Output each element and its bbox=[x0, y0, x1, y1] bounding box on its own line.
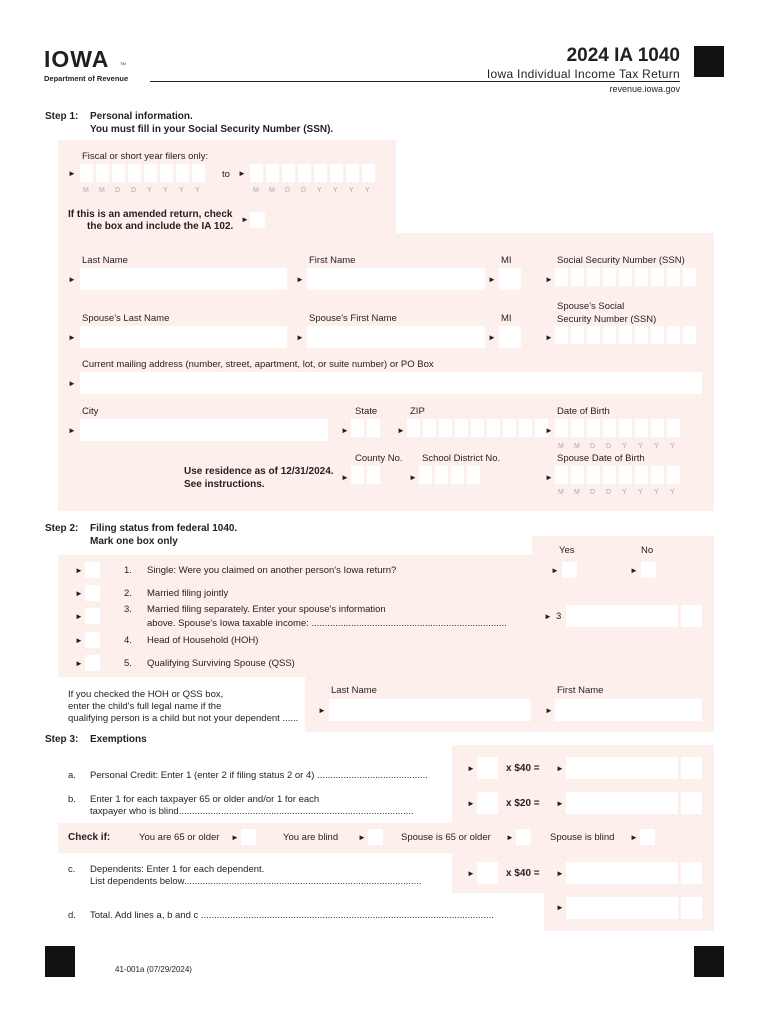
line-c-text-line1: Dependents: Enter 1 for each dependent. bbox=[90, 864, 265, 875]
ssn-label: Social Security Number (SSN) bbox=[557, 255, 685, 266]
filing-status-checkbox[interactable] bbox=[85, 585, 100, 601]
date-placeholder-letter: Y bbox=[179, 187, 184, 194]
amended-label-line2: the box and include the IA 102. bbox=[87, 221, 234, 232]
county-label: County No. bbox=[355, 453, 403, 464]
address-field[interactable] bbox=[80, 372, 702, 394]
filing-status-label: Married filing separately. Enter your spouse's information bbox=[147, 604, 386, 615]
date-placeholder-letter: D bbox=[606, 443, 612, 450]
date-placeholder-letter: D bbox=[590, 489, 596, 496]
step1-title: Personal information. bbox=[90, 111, 193, 122]
spouse-ssn-label-line1: Spouse's Social bbox=[557, 301, 625, 312]
arrow-icon: ► bbox=[241, 215, 249, 224]
date-placeholder-letter: Y bbox=[654, 489, 659, 496]
hoh-first-name-label: First Name bbox=[557, 685, 604, 696]
filing-status-label: Qualifying Surviving Spouse (QSS) bbox=[147, 658, 295, 669]
arrow-icon: ► bbox=[488, 275, 496, 284]
char-cell[interactable] bbox=[112, 164, 125, 182]
yes-header: Yes bbox=[559, 545, 575, 556]
date-placeholder-letter: M bbox=[253, 187, 259, 194]
registration-mark-bottom-right bbox=[694, 946, 724, 977]
school-district-label: School District No. bbox=[422, 453, 501, 464]
option3-line2: above. Spouse's Iowa taxable income: .......................................................................... bbox=[147, 618, 507, 629]
step2-title: Filing status from federal 1040. bbox=[90, 523, 238, 534]
check-spouse-65-label: Spouse is 65 or older bbox=[401, 832, 491, 843]
arrow-icon: ► bbox=[75, 636, 83, 645]
line-b-count-field[interactable] bbox=[477, 792, 498, 814]
line-c-letter: c. bbox=[68, 864, 76, 875]
char-cell[interactable] bbox=[176, 164, 189, 182]
char-cell[interactable] bbox=[587, 466, 600, 484]
check-blind-label: You are blind bbox=[283, 832, 339, 843]
iowa-logo: IOWA bbox=[44, 46, 110, 72]
city-label: City bbox=[82, 406, 99, 417]
no-header: No bbox=[641, 545, 654, 556]
char-cell[interactable] bbox=[619, 419, 632, 437]
char-cell[interactable] bbox=[555, 466, 568, 484]
claimed-no-checkbox[interactable] bbox=[641, 562, 656, 578]
line-a-multiplier: x $40 = bbox=[506, 763, 540, 774]
arrow-icon: ► bbox=[467, 764, 475, 773]
char-cell[interactable] bbox=[651, 268, 664, 286]
step1-label: Step 1: bbox=[45, 111, 79, 122]
date-placeholder-letter: M bbox=[558, 489, 564, 496]
date-placeholder-letter: Y bbox=[365, 187, 370, 194]
hoh-last-name-field[interactable] bbox=[329, 699, 531, 721]
date-placeholder-letter: M bbox=[99, 187, 105, 194]
char-cell[interactable] bbox=[587, 268, 600, 286]
check-blind-checkbox[interactable] bbox=[368, 829, 383, 845]
char-cell[interactable] bbox=[367, 419, 380, 437]
char-cell[interactable] bbox=[683, 268, 696, 286]
step2-label: Step 2: bbox=[45, 523, 79, 534]
line-d-total-field[interactable] bbox=[566, 897, 678, 919]
department-name: Department of Revenue bbox=[44, 74, 129, 83]
residence-note-line1: Use residence as of 12/31/2024. bbox=[184, 466, 334, 477]
char-cell[interactable] bbox=[128, 164, 141, 182]
registration-mark-top-right bbox=[694, 46, 724, 77]
form-subtitle: Iowa Individual Income Tax Return bbox=[486, 67, 680, 81]
line-b-multiplier: x $20 = bbox=[506, 798, 540, 809]
line-b-letter: b. bbox=[68, 794, 76, 805]
char-cell[interactable] bbox=[683, 326, 696, 344]
char-cell[interactable] bbox=[603, 268, 616, 286]
first-name-field[interactable] bbox=[307, 268, 485, 290]
date-placeholder-letter: Y bbox=[622, 489, 627, 496]
char-cell[interactable] bbox=[667, 419, 680, 437]
form-title: 2024 IA 1040 bbox=[566, 45, 680, 66]
char-cell[interactable] bbox=[407, 419, 420, 437]
filing-status-number: 2. bbox=[124, 588, 132, 599]
date-placeholder-letter: Y bbox=[638, 443, 643, 450]
arrow-icon: ► bbox=[545, 333, 553, 342]
line-a-text: Personal Credit: Enter 1 (enter 2 if filing status 2 or 4) .......................................... bbox=[90, 770, 428, 781]
line-d-cents-field[interactable] bbox=[681, 897, 702, 919]
line3-reference: 3 bbox=[556, 611, 562, 622]
char-cell[interactable] bbox=[635, 419, 648, 437]
char-cell[interactable] bbox=[330, 164, 343, 182]
spouse-dob-label: Spouse Date of Birth bbox=[557, 453, 645, 464]
hoh-note-line1: If you checked the HOH or QSS box, bbox=[68, 689, 224, 700]
char-cell[interactable] bbox=[603, 326, 616, 344]
char-cell[interactable] bbox=[351, 419, 364, 437]
char-cell[interactable] bbox=[651, 466, 664, 484]
filing-status-number: 1. bbox=[124, 565, 132, 576]
amended-checkbox[interactable] bbox=[250, 212, 265, 228]
filing-status-checkbox[interactable] bbox=[85, 562, 100, 578]
arrow-icon: ► bbox=[544, 612, 552, 621]
char-cell[interactable] bbox=[266, 164, 279, 182]
date-placeholder-letter: M bbox=[558, 443, 564, 450]
hoh-first-name-field[interactable] bbox=[555, 699, 702, 721]
arrow-icon: ► bbox=[75, 612, 83, 621]
date-placeholder-letter: D bbox=[285, 187, 291, 194]
date-placeholder-letter: Y bbox=[163, 187, 168, 194]
filing-status-checkbox[interactable] bbox=[85, 608, 100, 624]
date-placeholder-letter: Y bbox=[317, 187, 322, 194]
spouse-first-name-label: Spouse's First Name bbox=[309, 313, 397, 324]
arrow-icon: ► bbox=[238, 169, 246, 178]
char-cell[interactable] bbox=[587, 326, 600, 344]
arrow-icon: ► bbox=[545, 275, 553, 284]
date-placeholder-letter: D bbox=[115, 187, 121, 194]
char-cell[interactable] bbox=[455, 419, 468, 437]
claimed-yes-checkbox[interactable] bbox=[562, 562, 577, 578]
date-placeholder-letter: Y bbox=[670, 443, 675, 450]
char-cell[interactable] bbox=[314, 164, 327, 182]
line-a-cents-field[interactable] bbox=[681, 757, 702, 779]
dob-label: Date of Birth bbox=[557, 406, 610, 417]
char-cell[interactable] bbox=[351, 466, 364, 484]
check-spouse-blind-checkbox[interactable] bbox=[640, 829, 655, 845]
char-cell[interactable] bbox=[635, 326, 648, 344]
char-cell[interactable] bbox=[571, 419, 584, 437]
char-cell[interactable] bbox=[80, 164, 93, 182]
filing-status-label: Single: Were you claimed on another person's Iowa return? bbox=[147, 565, 397, 576]
line-b-text-line1: Enter 1 for each taxpayer 65 or older and/or 1 for each bbox=[90, 794, 320, 805]
arrow-icon: ► bbox=[556, 903, 564, 912]
char-cell[interactable] bbox=[282, 164, 295, 182]
arrow-icon: ► bbox=[68, 275, 76, 284]
char-cell[interactable] bbox=[635, 466, 648, 484]
arrow-icon: ► bbox=[318, 706, 326, 715]
arrow-icon: ► bbox=[296, 333, 304, 342]
filing-status-number: 4. bbox=[124, 635, 132, 646]
char-cell[interactable] bbox=[619, 268, 632, 286]
arrow-icon: ► bbox=[68, 379, 76, 388]
first-name-label: First Name bbox=[309, 255, 356, 266]
line-d-letter: d. bbox=[68, 910, 76, 921]
line-d-text: Total. Add lines a, b and c ............................................................................................................... bbox=[90, 911, 494, 921]
arrow-icon: ► bbox=[341, 426, 349, 435]
char-cell[interactable] bbox=[555, 326, 568, 344]
char-cell[interactable] bbox=[346, 164, 359, 182]
logo-trademark: TM bbox=[120, 61, 126, 66]
line-c-cents-field[interactable] bbox=[681, 862, 702, 884]
filing-status-checkbox[interactable] bbox=[85, 632, 100, 648]
char-cell[interactable] bbox=[635, 268, 648, 286]
to-label: to bbox=[222, 169, 230, 180]
arrow-icon: ► bbox=[551, 566, 559, 575]
arrow-icon: ► bbox=[630, 833, 638, 842]
arrow-icon: ► bbox=[556, 869, 564, 878]
arrow-icon: ► bbox=[341, 473, 349, 482]
char-cell[interactable] bbox=[467, 466, 480, 484]
char-cell[interactable] bbox=[603, 419, 616, 437]
filing-status-number: 5. bbox=[124, 658, 132, 669]
arrow-icon: ► bbox=[68, 426, 76, 435]
char-cell[interactable] bbox=[298, 164, 311, 182]
arrow-icon: ► bbox=[556, 764, 564, 773]
char-cell[interactable] bbox=[555, 268, 568, 286]
line-a-letter: a. bbox=[68, 770, 76, 781]
arrow-icon: ► bbox=[231, 833, 239, 842]
arrow-icon: ► bbox=[545, 426, 553, 435]
arrow-icon: ► bbox=[467, 799, 475, 808]
mi-label: MI bbox=[501, 255, 512, 266]
spouse-taxable-income-field[interactable] bbox=[566, 605, 678, 627]
arrow-icon: ► bbox=[397, 426, 405, 435]
filing-status-number: 3. bbox=[124, 604, 132, 615]
spouse-mi-field[interactable] bbox=[499, 326, 521, 348]
char-cell[interactable] bbox=[439, 419, 452, 437]
date-placeholder-letter: D bbox=[301, 187, 307, 194]
date-placeholder-letter: M bbox=[574, 489, 580, 496]
char-cell[interactable] bbox=[250, 164, 263, 182]
last-name-field[interactable] bbox=[80, 268, 287, 290]
filing-status-label: Head of Household (HOH) bbox=[147, 635, 259, 646]
step1-subtitle: You must fill in your Social Security Number (SSN). bbox=[90, 124, 334, 135]
date-placeholder-letter: D bbox=[131, 187, 137, 194]
hoh-note-line3: qualifying person is a child but not your dependent ...... bbox=[68, 713, 299, 724]
line-b-amount-field[interactable] bbox=[566, 792, 678, 814]
char-cell[interactable] bbox=[571, 466, 584, 484]
step3-title: Exemptions bbox=[90, 734, 147, 745]
date-placeholder-letter: Y bbox=[638, 489, 643, 496]
website: revenue.iowa.gov bbox=[609, 84, 680, 94]
arrow-icon: ► bbox=[545, 473, 553, 482]
char-cell[interactable] bbox=[667, 268, 680, 286]
arrow-icon: ► bbox=[68, 333, 76, 342]
date-placeholder-letter: D bbox=[590, 443, 596, 450]
date-placeholder-letter: Y bbox=[622, 443, 627, 450]
state-label: State bbox=[355, 406, 378, 417]
arrow-icon: ► bbox=[75, 566, 83, 575]
hoh-note-line2: enter the child's full legal name if the bbox=[68, 701, 222, 712]
arrow-icon: ► bbox=[467, 869, 475, 878]
char-cell[interactable] bbox=[419, 466, 432, 484]
char-cell[interactable] bbox=[603, 466, 616, 484]
spouse-first-name-field[interactable] bbox=[307, 326, 485, 348]
check-if-label: Check if: bbox=[68, 832, 111, 843]
amended-label-line1: If this is an amended return, check bbox=[68, 209, 233, 220]
arrow-icon: ► bbox=[68, 169, 76, 178]
spouse-last-name-field[interactable] bbox=[80, 326, 287, 348]
residence-note-line2: See instructions. bbox=[184, 479, 265, 490]
char-cell[interactable] bbox=[451, 466, 464, 484]
arrow-icon: ► bbox=[75, 589, 83, 598]
zip-label: ZIP bbox=[410, 406, 425, 417]
check-spouse-blind-label: Spouse is blind bbox=[550, 832, 615, 843]
char-cell[interactable] bbox=[367, 466, 380, 484]
line-c-text-line2: List dependents below.......................................................................................... bbox=[90, 876, 422, 887]
char-cell[interactable] bbox=[651, 419, 664, 437]
char-cell[interactable] bbox=[571, 268, 584, 286]
char-cell[interactable] bbox=[519, 419, 532, 437]
arrow-icon: ► bbox=[409, 473, 417, 482]
date-placeholder-letter: D bbox=[606, 489, 612, 496]
step2-subtitle: Mark one box only bbox=[90, 536, 178, 547]
arrow-icon: ► bbox=[296, 275, 304, 284]
char-cell[interactable] bbox=[667, 326, 680, 344]
spouse-mi-label: MI bbox=[501, 313, 512, 324]
spouse-taxable-income-cents[interactable] bbox=[681, 605, 702, 627]
arrow-icon: ► bbox=[545, 706, 553, 715]
char-cell[interactable] bbox=[471, 419, 484, 437]
char-cell[interactable] bbox=[435, 466, 448, 484]
last-name-label: Last Name bbox=[82, 255, 128, 266]
date-placeholder-letter: Y bbox=[670, 489, 675, 496]
char-cell[interactable] bbox=[96, 164, 109, 182]
date-placeholder-letter: M bbox=[83, 187, 89, 194]
city-field[interactable] bbox=[80, 419, 328, 441]
line-c-amount-field[interactable] bbox=[566, 862, 678, 884]
date-placeholder-letter: M bbox=[574, 443, 580, 450]
check-65-checkbox[interactable] bbox=[241, 829, 256, 845]
char-cell[interactable] bbox=[362, 164, 375, 182]
address-label: Current mailing address (number, street, apartment, lot, or suite number) or PO Box bbox=[82, 359, 434, 370]
arrow-icon: ► bbox=[358, 833, 366, 842]
form-code: 41-001a (07/29/2024) bbox=[115, 965, 192, 974]
char-cell[interactable] bbox=[587, 419, 600, 437]
char-cell[interactable] bbox=[160, 164, 173, 182]
char-cell[interactable] bbox=[667, 466, 680, 484]
filing-status-checkbox[interactable] bbox=[85, 655, 100, 671]
arrow-icon: ► bbox=[75, 659, 83, 668]
step3-label: Step 3: bbox=[45, 734, 79, 745]
char-cell[interactable] bbox=[487, 419, 500, 437]
line-a-count-field[interactable] bbox=[477, 757, 498, 779]
arrow-icon: ► bbox=[506, 833, 514, 842]
char-cell[interactable] bbox=[423, 419, 436, 437]
date-placeholder-letter: Y bbox=[654, 443, 659, 450]
line-c-count-field[interactable] bbox=[477, 862, 498, 884]
check-65-label: You are 65 or older bbox=[139, 832, 220, 843]
char-cell[interactable] bbox=[144, 164, 157, 182]
date-placeholder-letter: Y bbox=[333, 187, 338, 194]
hoh-last-name-label: Last Name bbox=[331, 685, 377, 696]
char-cell[interactable] bbox=[619, 326, 632, 344]
check-spouse-65-checkbox[interactable] bbox=[516, 829, 531, 845]
line-b-text-line2: taxpayer who is blind......................................................................................... bbox=[90, 806, 414, 817]
char-cell[interactable] bbox=[555, 419, 568, 437]
char-cell[interactable] bbox=[503, 419, 516, 437]
arrow-icon: ► bbox=[488, 333, 496, 342]
line-a-amount-field[interactable] bbox=[566, 757, 678, 779]
date-placeholder-letter: Y bbox=[195, 187, 200, 194]
date-placeholder-letter: Y bbox=[349, 187, 354, 194]
char-cell[interactable] bbox=[619, 466, 632, 484]
department-underline bbox=[150, 81, 680, 82]
char-cell[interactable] bbox=[651, 326, 664, 344]
fiscal-label: Fiscal or short year filers only: bbox=[82, 151, 209, 162]
date-placeholder-letter: Y bbox=[147, 187, 152, 194]
arrow-icon: ► bbox=[556, 799, 564, 808]
arrow-icon: ► bbox=[630, 566, 638, 575]
registration-mark-bottom-left bbox=[45, 946, 75, 977]
line-c-multiplier: x $40 = bbox=[506, 868, 540, 879]
spouse-last-name-label: Spouse's Last Name bbox=[82, 313, 170, 324]
mi-field[interactable] bbox=[499, 268, 521, 290]
char-cell[interactable] bbox=[192, 164, 205, 182]
spouse-ssn-label-line2: Security Number (SSN) bbox=[557, 314, 657, 325]
filing-status-label: Married filing jointly bbox=[147, 588, 229, 599]
char-cell[interactable] bbox=[571, 326, 584, 344]
line-b-cents-field[interactable] bbox=[681, 792, 702, 814]
date-placeholder-letter: M bbox=[269, 187, 275, 194]
